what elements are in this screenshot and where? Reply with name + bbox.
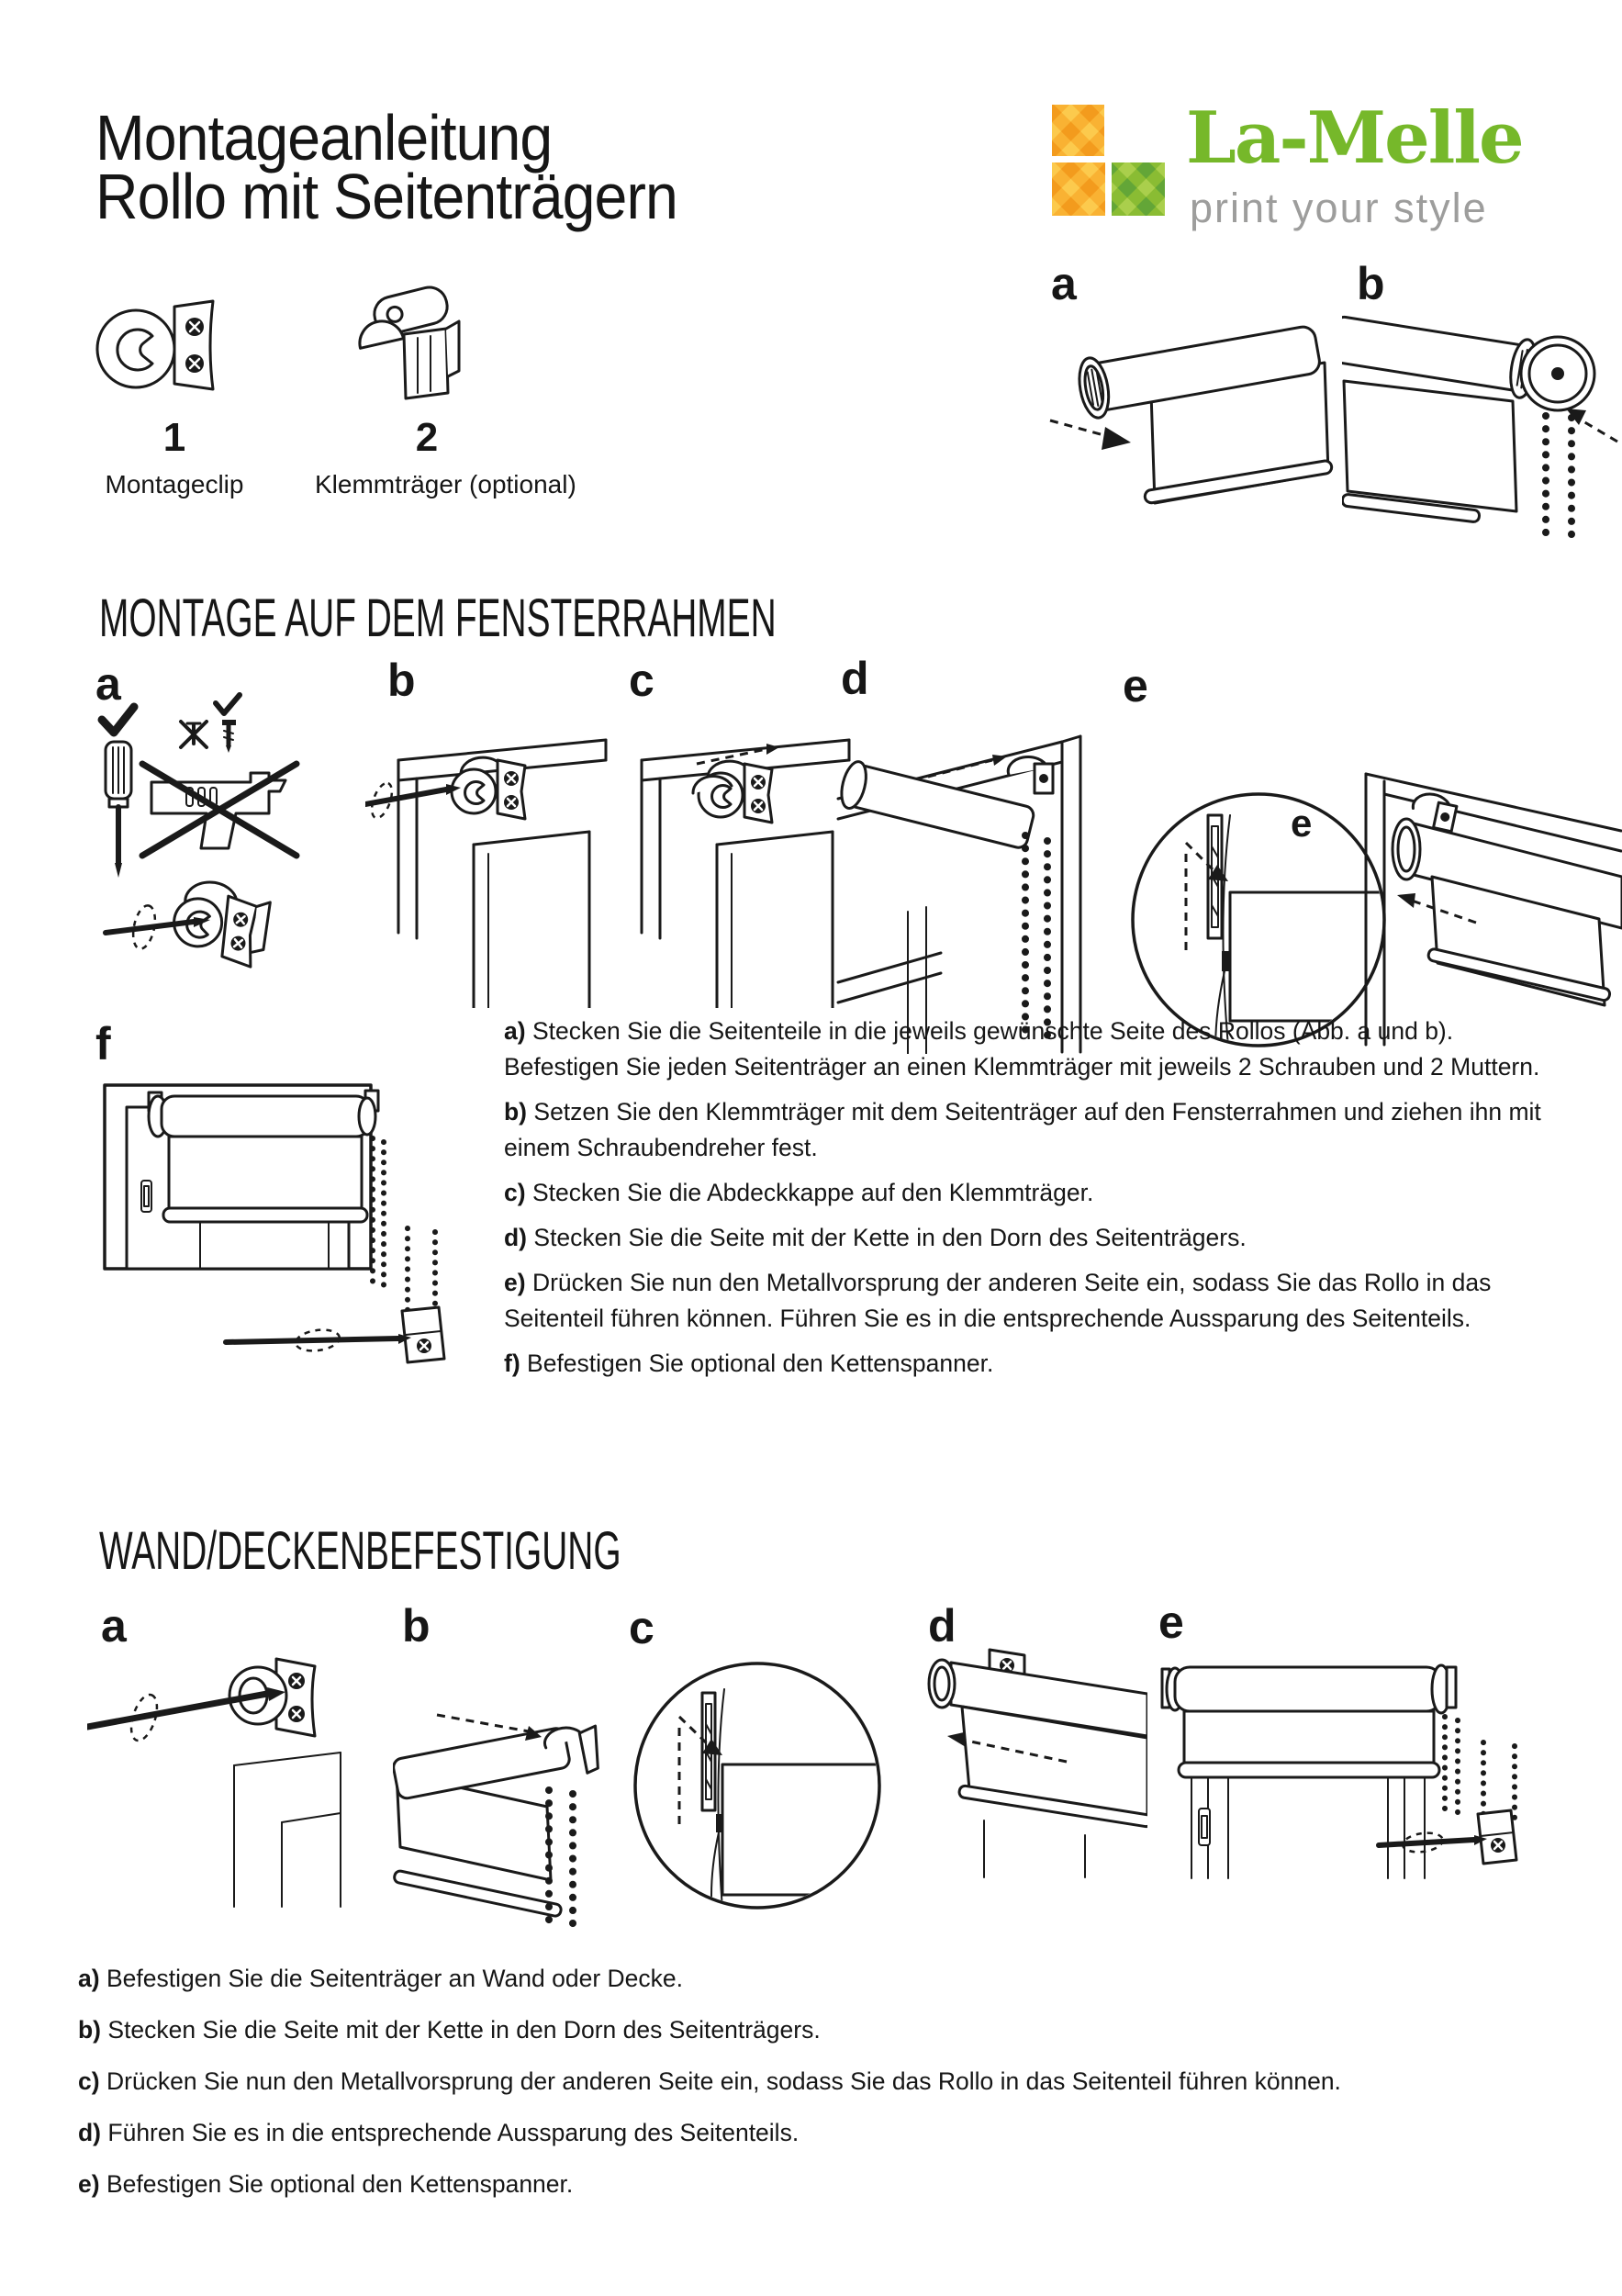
wall-fig-c-metal-tab-inset-diagram — [629, 1643, 886, 1928]
window-fig-label-d: d — [841, 653, 869, 704]
window-step-b: b) Setzen Sie den Klemmträger mit dem Seitenträger auf den Fensterrahmen und ziehen ihn mit einem Schraubendreher fest. — [504, 1098, 1541, 1161]
overview-label-a: a — [1051, 258, 1077, 309]
wall-fig-e-chain-tensioner-diagram — [1158, 1660, 1544, 1880]
wall-fig-label-c: c — [629, 1602, 654, 1653]
wall-step-a: a) Befestigen Sie die Seitenträger an Wand oder Decke. — [78, 1965, 683, 1992]
window-fig-d-hang-chain-diagram — [831, 705, 1092, 1054]
overview-label-b: b — [1357, 258, 1385, 309]
lamelle-logo-icon — [1052, 103, 1168, 218]
wall-step-c: c) Drücken Sie nun den Metallvorsprung der anderen Seite ein, sodass Sie das Rollo in das Seitenteil führen können. — [78, 2067, 1341, 2095]
wall-step-b: b) Stecken Sie die Seite mit der Kette in den Dorn des Seitenträgers. — [78, 2016, 821, 2044]
klemmtraeger-icon — [356, 285, 462, 402]
window-fig-a-tools-diagram — [87, 690, 383, 980]
window-step-f: f) Befestigen Sie optional den Kettenspanner. — [504, 1350, 994, 1377]
roller-blind-side-b-diagram — [1342, 271, 1622, 546]
lamelle-tagline: print your style — [1190, 185, 1488, 231]
wall-fig-d-insert-roller-diagram — [918, 1646, 1147, 1912]
window-fig-e-insert-roller-diagram — [1359, 765, 1622, 1049]
wall-fig-b-insert-chain-diagram — [393, 1700, 599, 1934]
window-fig-e-inset-label: e — [1291, 801, 1313, 845]
part-2-number: 2 — [415, 415, 439, 460]
roller-blind-side-a-diagram — [1045, 275, 1338, 542]
window-fig-label-e: e — [1123, 660, 1148, 711]
window-step-c: c) Stecken Sie die Abdeckkappe auf den Klemmträger. — [504, 1179, 1094, 1206]
window-fig-label-c: c — [629, 655, 654, 706]
wall-fig-label-b: b — [402, 1600, 431, 1652]
montageclip-icon — [92, 296, 229, 395]
page-title-line1: Montageanleitung — [95, 102, 553, 174]
wall-step-d: d) Führen Sie es in die entsprechende Aussparung des Seitenteils. — [78, 2119, 800, 2146]
section-window-heading: MONTAGE AUF DEM FENSTERRAHMEN — [99, 588, 777, 648]
part-1-label: Montageclip — [105, 470, 244, 498]
wall-fig-label-d: d — [928, 1600, 956, 1652]
window-step-a: a) Stecken Sie die Seitenteile in die jeweils gewünschte Seite des Rollos (Abb. a und b). Befestigen Sie jeden Seitenträger an einen Klemmträger mit jeweils 2 Schrauben und 2 Muttern. — [504, 1017, 1540, 1081]
window-fig-f-chain-tensioner-diagram — [92, 1072, 532, 1389]
window-step-d: d) Stecken Sie die Seite mit der Kette in den Dorn des Seitenträgers. — [504, 1224, 1247, 1251]
part-2-label: Klemmträger (optional) — [315, 470, 576, 498]
window-fig-label-f: f — [95, 1018, 111, 1070]
wall-step-e: e) Befestigen Sie optional den Kettenspanner. — [78, 2170, 574, 2198]
wall-fig-label-a: a — [101, 1600, 127, 1652]
part-1-number: 1 — [162, 415, 186, 460]
wall-fig-a-screw-bracket-diagram — [87, 1648, 353, 1914]
window-steps-list — [504, 1014, 1555, 1391]
window-fig-b-mount-clip-diagram — [365, 733, 632, 1008]
wall-fig-label-e: e — [1158, 1596, 1184, 1648]
section-wall-heading: WAND/DECKENBEFESTIGUNG — [99, 1521, 621, 1581]
window-step-e: e) Drücken Sie nun den Metallvorsprung der anderen Seite ein, sodass Sie das Rollo in das Seitenteil führen können. Führen Sie es in die entsprechende Aussparung des Seitenteils. — [504, 1269, 1492, 1332]
lamelle-wordmark: La-Melle — [1186, 96, 1523, 180]
wall-steps-list — [78, 1961, 1547, 2218]
page-title — [95, 102, 677, 232]
page-title-line2: Rollo mit Seitenträgern — [95, 161, 677, 232]
window-fig-label-a: a — [95, 658, 121, 710]
window-fig-label-b: b — [387, 655, 416, 706]
